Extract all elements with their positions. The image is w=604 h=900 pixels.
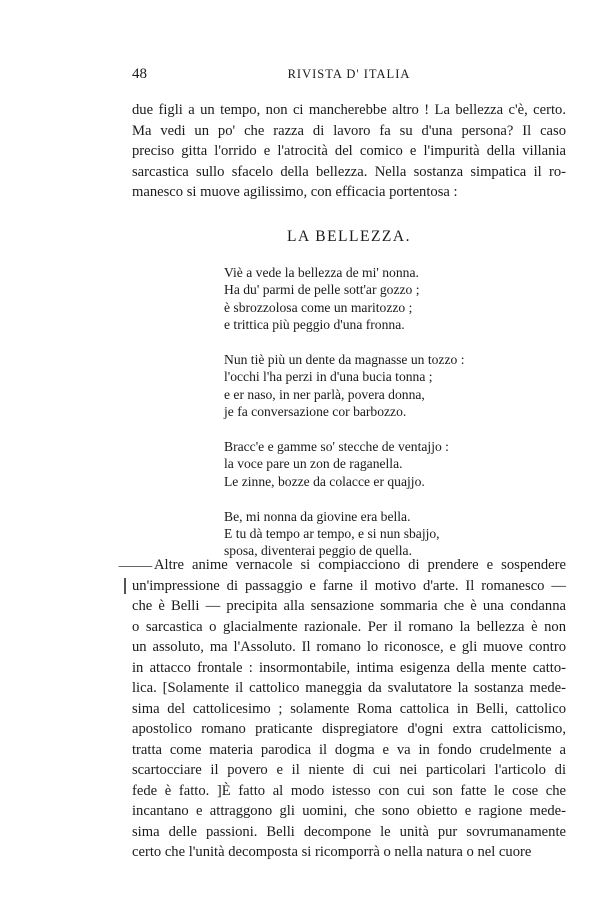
page-number: 48: [132, 66, 147, 82]
intro-paragraph: [132, 100, 566, 203]
poem-stanza: [224, 508, 464, 560]
poem-verse: Viè a vede la bellezza de mi' nonna.: [224, 265, 419, 280]
poem-verse: la voce pare un zon de raganella.: [224, 456, 403, 472]
poem-verse: E tu dà tempo ar tempo, e si nun sbajjo,: [224, 526, 440, 542]
text-line: in attacco frontale : insormontabile, intima esigenza della mente catto-: [132, 659, 566, 676]
text-line: manesco si muove agilissimo, con efficacia portentosa :: [132, 184, 458, 200]
text-line: due figli a un tempo, non ci mancherebbe altro ! La bellezza c'è, certo.: [132, 102, 566, 118]
text-line: un'impressione di passaggio e farne il motivo d'arte. Il romanesco —: [132, 577, 566, 594]
poem-verse: je fa conversazione cor barbozzo.: [224, 404, 407, 420]
text-line: certo che l'unità decomposta si ricomporrà o nella natura o nel cuore: [132, 844, 532, 860]
text-line: Altre anime vernacole si compiacciono di prendere e sospendere: [154, 557, 566, 573]
poem-verse: Be, mi nonna da giovine era bella.: [224, 508, 411, 524]
poem-stanza: [224, 351, 464, 421]
text-line: fede è fatto. ]È fatto al modo istesso con cui son fatte le cose che: [132, 782, 566, 799]
text-line: un assoluto, ma l'Assoluto. Il romano lo riconosce, e gli muove contro: [132, 639, 566, 655]
poem-verse: e trittica più peggio d'una fronna.: [224, 317, 405, 333]
poem-verse: Bracc'e e gamme so' stecche de ventajjo :: [224, 439, 449, 455]
text-line: preciso gitta l'orrido e l'atrocità del comico e l'impurità della villania: [132, 143, 566, 159]
poem-title: LA BELLEZZA.: [287, 228, 411, 245]
text-line: lica. [Solamente il cattolico maneggia da svalutatore la sostanza mede-: [132, 680, 566, 696]
margin-arrow-mark: ⸻: [118, 559, 153, 574]
poem-verse: e er naso, in ner parlà, povera donna,: [224, 386, 425, 402]
poem-sonnet: [224, 264, 464, 577]
text-line: scartocciare il povero e il niente di cui nei particolari l'articolo di: [132, 762, 566, 778]
page-header: [132, 66, 566, 86]
poem-stanza: [224, 264, 464, 334]
text-line: apostolico romano praticante dispregiatore d'ogni extra cattolicismo,: [132, 721, 566, 737]
margin-bar-mark: [124, 578, 126, 594]
poem-verse: Nun tiè più un dente da magnasse un tozzo :: [224, 352, 465, 368]
poem-verse: Le zinne, bozze da colacce er quajjo.: [224, 473, 425, 489]
poem-verse: sposa, diventerai peggio de quella.: [224, 543, 412, 559]
text-line: tratta come materia parodica il dogma e va in fondo crudelmente a: [132, 741, 566, 758]
text-line: Ma vedi un po' che razza di lavoro fa su d'una persona? Il caso: [132, 122, 566, 139]
poem-verse: è sbrozzolosa come un maritozzo ;: [224, 299, 413, 315]
text-line: sima delle passioni. Belli decompone le unità pur sovrumanamente: [132, 823, 566, 840]
poem-stanza: [224, 438, 464, 490]
poem-verse: Ha du' parmi de pelle sott'ar gozzo ;: [224, 282, 420, 298]
text-line: che è Belli — precipita alla sensazione sommaria che è una condanna: [132, 598, 566, 614]
poem-verse: l'occhi l'ha perzi in d'una bucia tonna ;: [224, 369, 433, 385]
text-line: o sarcastica o glacialmente razionale. Per il romano la bellezza è non: [132, 618, 566, 635]
text-line: sarcastica sullo sfacelo della bellezza. Nella sostanza simpatica il ro-: [132, 163, 566, 180]
running-title: RIVISTA D' ITALIA: [287, 67, 411, 81]
text-line: incantano e attraggono gli uomini, che sono obietto e ragione mede-: [132, 803, 566, 819]
text-line: sima del cattolicesimo ; solamente Roma cattolica in Belli, cattolico: [132, 700, 566, 717]
body-paragraph: [132, 555, 566, 863]
